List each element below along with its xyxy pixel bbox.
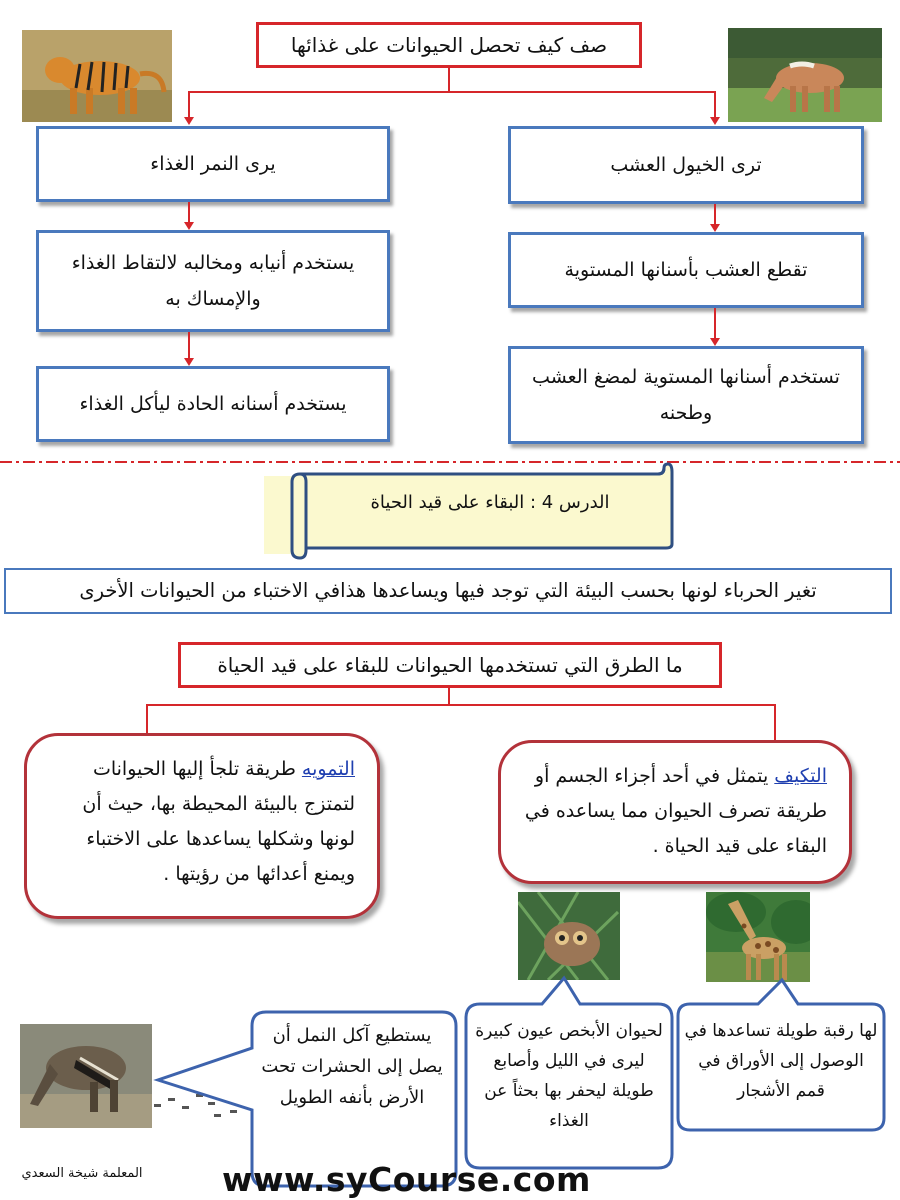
connector — [188, 332, 190, 360]
camouflage-text: طريقة تلجأ إليها الحيوانات لتمتزج بالبيئة المحيطة بها، حيث أن لونها وشكلها يساعدها على الاختباء ويمنع أعدائها من رؤيتها . — [82, 758, 355, 885]
tarsier-callout-text: لحيوان الأبخص عيون كبيرة ليرى في الليل وأصابع طويلة ليحفر بها بحثاً عن الغذاء — [475, 1021, 663, 1131]
camouflage-box — [24, 733, 380, 919]
tarsier-photo — [518, 892, 620, 980]
connector — [146, 704, 148, 734]
chameleon-fact — [4, 568, 892, 614]
arrow-down-icon — [710, 338, 720, 346]
connector — [714, 91, 716, 119]
anteater-callout-text: يستطيع آكل النمل أن يصل إلى الحشرات تحت الأرض بأنفه الطويل — [261, 1025, 443, 1108]
tiger-step-1 — [36, 126, 390, 202]
adaptation-box — [498, 740, 852, 884]
arrow-down-icon — [710, 117, 720, 125]
horse-step-3 — [508, 346, 864, 444]
arrow-down-icon — [710, 224, 720, 232]
connector — [774, 704, 776, 740]
horse-step-2 — [508, 232, 864, 308]
connector — [448, 68, 450, 92]
tiger-step-3-text: يستخدم أسنانه الحادة ليأكل الغذاء — [79, 393, 347, 415]
arrow-down-icon — [184, 358, 194, 366]
website-watermark: www.syCourse.com — [222, 1160, 591, 1199]
connector — [188, 91, 190, 119]
chameleon-fact-text: تغير الحرباء لونها بحسب البيئة التي توجد فيها ويساعدها هذافي الاختباء من الحيوانات الأخرى — [79, 579, 817, 602]
survival-question-text: ما الطرق التي تستخدمها الحيوانات للبقاء على قيد الحياة — [217, 653, 683, 677]
horse-step-1-text: ترى الخيول العشب — [610, 154, 762, 176]
horse-step-2-text: تقطع العشب بأسنانها المستوية — [564, 259, 808, 281]
giraffe-callout-text: لها رقبة طويلة تساعدها في الوصول إلى الأوراق في قمم الأشجار — [684, 1021, 878, 1101]
survival-question-box — [178, 642, 722, 688]
food-question-text: صف كيف تحصل الحيوانات على غذائها — [290, 33, 608, 57]
horse-step-1 — [508, 126, 864, 204]
connector — [188, 202, 190, 224]
food-question-box — [256, 22, 642, 68]
adaptation-text: يتمثل في أحد أجزاء الجسم أو طريقة تصرف الحيوان مما يساعده في البقاء على قيد الحياة . — [524, 765, 827, 857]
connector — [448, 688, 450, 704]
horse-step-3-text: تستخدم أسنانها المستوية لمضغ العشب وطحنه — [532, 366, 840, 424]
lesson-title: الدرس 4 : البقاء على قيد الحياة — [370, 492, 610, 513]
tiger-step-2-text: يستخدم أنيابه ومخالبه لالتقاط الغذاء والإمساك به — [71, 252, 355, 310]
arrow-down-icon — [184, 117, 194, 125]
horse-photo — [728, 28, 882, 122]
connector — [188, 91, 716, 93]
tiger-step-1-text: يرى النمر الغذاء — [150, 153, 276, 175]
tiger-step-2 — [36, 230, 390, 332]
giraffe-photo — [706, 892, 810, 982]
connector — [146, 704, 776, 706]
connector — [714, 308, 716, 340]
tiger-photo — [22, 30, 172, 122]
connector — [714, 204, 716, 226]
arrow-down-icon — [184, 222, 194, 230]
teacher-name: المعلمة شيخة السعدي — [21, 1166, 143, 1181]
anteater-photo — [20, 1024, 152, 1128]
tiger-step-3 — [36, 366, 390, 442]
adaptation-term: التكيف — [774, 765, 827, 787]
camouflage-term: التمويه — [301, 758, 355, 780]
